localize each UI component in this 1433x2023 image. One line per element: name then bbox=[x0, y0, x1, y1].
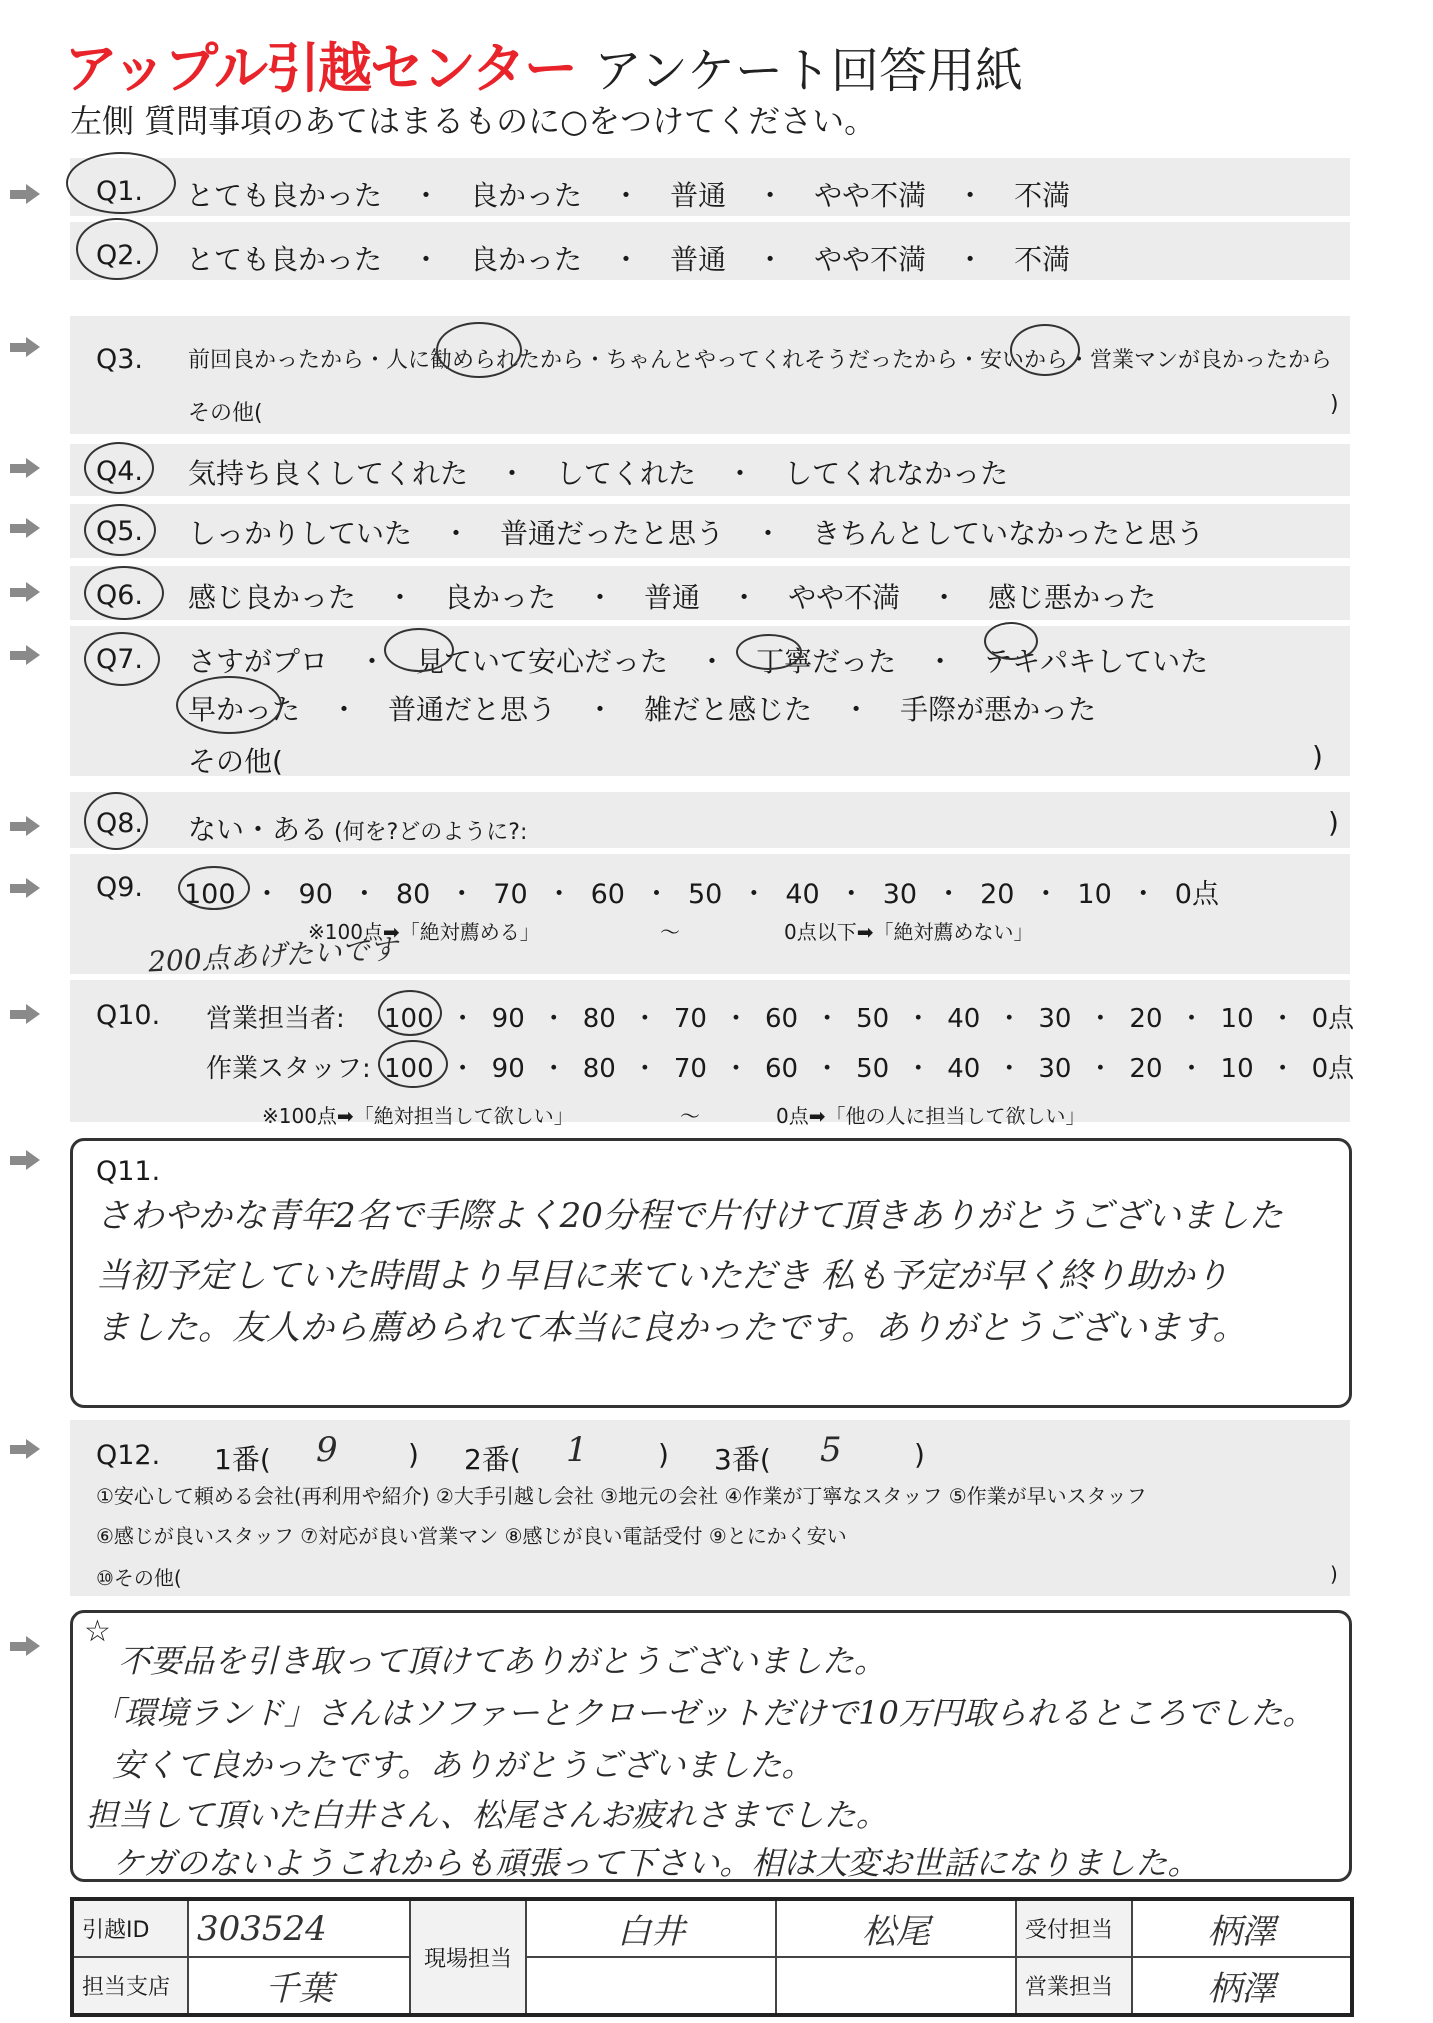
q10-staff-row: 作業スタッフ: 100 ・ 90 ・ 80 ・ 70 ・ 60 ・ 50 ・ 40 ・ 30 ・ 20 ・ 10 ・ 0点 bbox=[206, 1048, 1354, 1085]
q9-note-low: 0点以下➡「絶対薦めない」 bbox=[784, 920, 1034, 944]
q2-options: とても良かった ・ 良かった ・ 普通 ・ やや不満 ・ 不満 bbox=[186, 238, 1070, 278]
q10-staff-score[interactable]: 30 bbox=[1038, 1054, 1072, 1084]
arrow-icon bbox=[10, 1636, 42, 1656]
q1-option[interactable]: 不満 bbox=[1014, 179, 1071, 212]
q10-sales-score[interactable]: 50 bbox=[856, 1004, 890, 1034]
q7-other[interactable]: その他( bbox=[188, 745, 283, 778]
q4-label: Q4. bbox=[96, 456, 144, 487]
q10-label: Q10. bbox=[96, 1000, 161, 1031]
q10-sales-score[interactable]: 0点 bbox=[1311, 1004, 1355, 1034]
free-comment-line: 「環境ランド」さんはソファーとクローゼットだけで10万円取られるところでした。 bbox=[92, 1694, 1315, 1732]
move-id-label: 引越ID bbox=[72, 1899, 188, 1957]
q10-staff-score[interactable]: 20 bbox=[1129, 1054, 1163, 1084]
q6-option[interactable]: 良かった bbox=[444, 581, 557, 614]
staff-info-table bbox=[70, 1897, 1354, 2017]
q12-other[interactable]: ⑩その他( bbox=[96, 1566, 182, 1590]
branch-value[interactable]: 千葉 bbox=[188, 1957, 410, 2015]
q10-staff-score[interactable]: 100 bbox=[384, 1054, 434, 1084]
q7-other-close: ) bbox=[1312, 740, 1323, 773]
move-id-value[interactable]: 303524 bbox=[188, 1899, 410, 1957]
q2-option[interactable]: 不満 bbox=[1014, 243, 1071, 276]
q10-staff-score[interactable]: 60 bbox=[764, 1054, 799, 1084]
free-comment-line: 担当して頂いた白井さん、松尾さんお疲れさまでした。 bbox=[86, 1796, 888, 1834]
q9-note-high: ※100点➡「絶対薦める」 bbox=[308, 920, 540, 944]
q10-sales-score[interactable]: 10 bbox=[1220, 1004, 1254, 1034]
q1-options: とても良かった ・ 良かった ・ 普通 ・ やや不満 ・ 不満 bbox=[186, 174, 1070, 214]
q7-option[interactable]: さすがプロ bbox=[188, 645, 329, 678]
site-staff-2[interactable]: 松尾 bbox=[776, 1899, 1016, 1957]
q11-line: ました。友人から薦められて本当に良かったです。ありがとうございます。 bbox=[96, 1308, 1247, 1348]
arrow-icon bbox=[10, 337, 42, 357]
q10-sales-score[interactable]: 90 bbox=[491, 1004, 525, 1034]
q10-sales-score[interactable]: 60 bbox=[764, 1004, 799, 1034]
q9-score[interactable]: 30 bbox=[882, 879, 918, 910]
q10-sales-row: 営業担当者: 100 ・ 90 ・ 80 ・ 70 ・ 60 ・ 50 ・ 40 ・ 30 ・ 20 ・ 10 ・ 0点 bbox=[206, 998, 1354, 1035]
q10-sales-score[interactable]: 40 bbox=[947, 1004, 981, 1034]
arrow-icon bbox=[10, 1439, 42, 1459]
q5-option[interactable]: 普通だったと思う bbox=[500, 517, 725, 550]
q12-rank3-label: 3番( bbox=[714, 1443, 771, 1476]
q11-label: Q11. bbox=[96, 1156, 161, 1187]
q12-label: Q12. bbox=[96, 1440, 161, 1471]
reception-label: 受付担当 bbox=[1016, 1899, 1132, 1957]
q12-rank2-label: 2番( bbox=[464, 1443, 521, 1476]
q4-options: 気持ち良くしてくれた ・ してくれた ・ してくれなかった bbox=[188, 452, 1008, 492]
site-staff-1[interactable]: 白井 bbox=[526, 1899, 776, 1957]
q7-option[interactable]: 雑だと感じた bbox=[644, 693, 813, 726]
q10-staff-score[interactable]: 50 bbox=[856, 1054, 890, 1084]
q6-option[interactable]: 感じ良かった bbox=[188, 581, 357, 614]
q10-staff-label: 作業スタッフ: bbox=[206, 1054, 371, 1084]
q7-option[interactable]: 普通だと思う bbox=[388, 693, 557, 726]
q8-hint[interactable]: (何を?どのように?: bbox=[334, 820, 528, 845]
q12-choices-row1: ①安心して頼める会社(再利用や紹介) ②大手引越し会社 ③地元の会社 ④作業が丁寧なスタッフ ⑤作業が早いスタッフ bbox=[96, 1484, 1147, 1508]
q2-option[interactable]: 普通 bbox=[670, 243, 727, 276]
q9-scale: 100 ・ 90 ・ 80 ・ 70 ・ 60 ・ 50 ・ 40 ・ 30 ・ 20 ・ 10 ・ 0点 bbox=[184, 872, 1219, 911]
q9-score[interactable]: 0点 bbox=[1174, 879, 1219, 910]
arrow-icon bbox=[10, 645, 42, 665]
q10-staff-score[interactable]: 90 bbox=[491, 1054, 525, 1084]
q7-label: Q7. bbox=[96, 644, 144, 675]
site-staff-label: 現場担当 bbox=[410, 1899, 526, 2015]
q6-option[interactable]: やや不満 bbox=[788, 581, 901, 614]
instruction-text: 左側 質問事項のあてはまるものに○をつけてください。 bbox=[70, 102, 877, 140]
brand-name: アップル引越センター bbox=[64, 37, 576, 100]
q7-option[interactable]: 丁寧だった bbox=[756, 645, 897, 678]
q9-score[interactable]: 20 bbox=[980, 879, 1015, 910]
q2-option[interactable]: やや不満 bbox=[814, 243, 927, 276]
q11-line: 当初予定していた時間より早目に来ていただき 私も予定が早く終り助かり bbox=[96, 1256, 1229, 1296]
q1-label: Q1. bbox=[96, 176, 144, 207]
q6-label: Q6. bbox=[96, 580, 144, 611]
q9-score[interactable]: 60 bbox=[590, 879, 625, 910]
q7-option[interactable]: 見ていて安心だった bbox=[416, 645, 669, 678]
q6-option[interactable]: 感じ悪かった bbox=[988, 581, 1157, 614]
q12-rank1-close: ) bbox=[408, 1438, 419, 1471]
q10-sales-score[interactable]: 100 bbox=[384, 1004, 434, 1034]
q6-options: 感じ良かった ・ 良かった ・ 普通 ・ やや不満 ・ 感じ悪かった bbox=[188, 576, 1156, 616]
q3-label: Q3. bbox=[96, 344, 144, 375]
q9-score[interactable]: 10 bbox=[1077, 879, 1112, 910]
q12-rank3-close: ) bbox=[914, 1438, 925, 1471]
q10-staff-score[interactable]: 70 bbox=[673, 1054, 707, 1084]
q1-option[interactable]: とても良かった bbox=[186, 179, 383, 212]
reception-value[interactable]: 柄澤 bbox=[1132, 1899, 1352, 1957]
q3-options[interactable]: 前回良かったから・人に勧められたから・ちゃんとやってくれそうだったから・安いから・営業マンが良かったから bbox=[188, 348, 1333, 373]
q9-score[interactable]: 50 bbox=[687, 879, 723, 910]
q8-option[interactable]: ない・ある bbox=[188, 813, 329, 846]
free-comment-line: ケガのないようこれからも頑張って下さい。相は大変お世話になりました。 bbox=[112, 1844, 1200, 1882]
site-staff-blank-1[interactable] bbox=[526, 1957, 776, 2015]
q10-sales-score[interactable]: 20 bbox=[1129, 1004, 1163, 1034]
q10-sales-score[interactable]: 30 bbox=[1038, 1004, 1072, 1034]
free-comment-line: 不要品を引き取って頂けてありがとうございました。 bbox=[118, 1642, 887, 1680]
q10-staff-score[interactable]: 80 bbox=[582, 1054, 616, 1084]
q7-option[interactable]: 手際が悪かった bbox=[900, 693, 1097, 726]
q4-option[interactable]: 気持ち良くしてくれた bbox=[188, 457, 469, 490]
arrow-icon bbox=[10, 518, 42, 538]
arrow-icon bbox=[10, 878, 42, 898]
q8-label: Q8. bbox=[96, 808, 144, 839]
q12-choices-row2: ⑥感じが良いスタッフ ⑦対応が良い営業マン ⑧感じが良い電話受付 ⑨とにかく安い bbox=[96, 1524, 847, 1548]
q9-note-tilde: ～ bbox=[660, 920, 680, 944]
q1-option[interactable]: やや不満 bbox=[814, 179, 927, 212]
q7-options-row1: さすがプロ ・ 見ていて安心だった ・ 丁寧だった ・ テキパキしていた bbox=[188, 640, 1208, 680]
q9-score[interactable]: 100 bbox=[184, 879, 236, 910]
form-title bbox=[64, 26, 1023, 103]
q9-label: Q9. bbox=[96, 872, 144, 903]
q12-rank2-value[interactable]: 1 bbox=[566, 1430, 588, 1470]
q10-sales-score[interactable]: 80 bbox=[582, 1004, 616, 1034]
free-comment-line: 安くて良かったです。ありがとうございました。 bbox=[112, 1746, 814, 1784]
q10-sales-label: 営業担当者: bbox=[206, 1004, 345, 1034]
star-icon: ☆ bbox=[84, 1614, 111, 1649]
form-subtitle: アンケート回答用紙 bbox=[593, 43, 1024, 99]
q3-other-close: ) bbox=[1330, 392, 1339, 417]
q4-option[interactable]: してくれた bbox=[556, 457, 697, 490]
q12-rank1-value[interactable]: 9 bbox=[316, 1430, 338, 1470]
q7-options-row2: 早かった ・ 普通だと思う ・ 雑だと感じた ・ 手際が悪かった bbox=[188, 688, 1096, 728]
q5-option[interactable]: しっかりしていた bbox=[188, 517, 413, 550]
q2-option[interactable]: とても良かった bbox=[186, 243, 383, 276]
q2-label: Q2. bbox=[96, 240, 144, 271]
branch-label: 担当支店 bbox=[72, 1957, 188, 2015]
q9-score[interactable]: 80 bbox=[395, 879, 431, 910]
q9-score[interactable]: 90 bbox=[298, 879, 333, 910]
q5-label: Q5. bbox=[96, 516, 144, 547]
arrow-icon bbox=[10, 1004, 42, 1024]
q10-staff-score[interactable]: 40 bbox=[947, 1054, 981, 1084]
q10-note-tilde: ～ bbox=[680, 1104, 700, 1128]
q8-close: ) bbox=[1328, 806, 1339, 839]
sales-label: 営業担当 bbox=[1016, 1957, 1132, 2015]
q3-other[interactable]: その他( bbox=[188, 401, 263, 426]
arrow-icon bbox=[10, 816, 42, 836]
q12-rank2-close: ) bbox=[658, 1438, 669, 1471]
sales-value[interactable]: 柄澤 bbox=[1132, 1957, 1352, 2015]
q11-line: さわやかな青年2名で手際よく20分程で片付けて頂きありがとうございました bbox=[96, 1196, 1283, 1236]
q10-note-high: ※100点➡「絶対担当して欲しい」 bbox=[262, 1104, 574, 1128]
q7-option[interactable]: 早かった bbox=[188, 693, 301, 726]
arrow-icon bbox=[10, 1150, 42, 1170]
site-staff-blank-2[interactable] bbox=[776, 1957, 1016, 2015]
q12-rank1-label: 1番( bbox=[214, 1443, 271, 1476]
arrow-icon bbox=[10, 582, 42, 602]
q1-option[interactable]: 良かった bbox=[470, 179, 583, 212]
q8-options bbox=[188, 808, 527, 848]
q10-note-low: 0点➡「他の人に担当して欲しい」 bbox=[776, 1104, 1086, 1128]
q9-score[interactable]: 70 bbox=[493, 879, 528, 910]
q9-handwritten-comment: 200点あげたいです bbox=[147, 932, 399, 979]
q10-staff-score[interactable]: 10 bbox=[1220, 1054, 1254, 1084]
q2-option[interactable]: 良かった bbox=[470, 243, 583, 276]
arrow-icon bbox=[10, 184, 42, 204]
q12-other-close: ) bbox=[1330, 1562, 1338, 1586]
q7-option[interactable]: テキパキしていた bbox=[984, 645, 1209, 678]
q10-staff-score[interactable]: 0点 bbox=[1311, 1054, 1355, 1084]
arrow-icon bbox=[10, 458, 42, 478]
q6-option[interactable]: 普通 bbox=[644, 581, 701, 614]
q10-sales-score[interactable]: 70 bbox=[673, 1004, 707, 1034]
q1-option[interactable]: 普通 bbox=[670, 179, 727, 212]
q5-option[interactable]: きちんとしていなかったと思う bbox=[812, 517, 1205, 550]
q12-rank3-value[interactable]: 5 bbox=[820, 1430, 842, 1470]
q9-score[interactable]: 40 bbox=[785, 879, 820, 910]
q4-option[interactable]: してくれなかった bbox=[784, 457, 1009, 490]
q5-options: しっかりしていた ・ 普通だったと思う ・ きちんとしていなかったと思う bbox=[188, 512, 1204, 552]
